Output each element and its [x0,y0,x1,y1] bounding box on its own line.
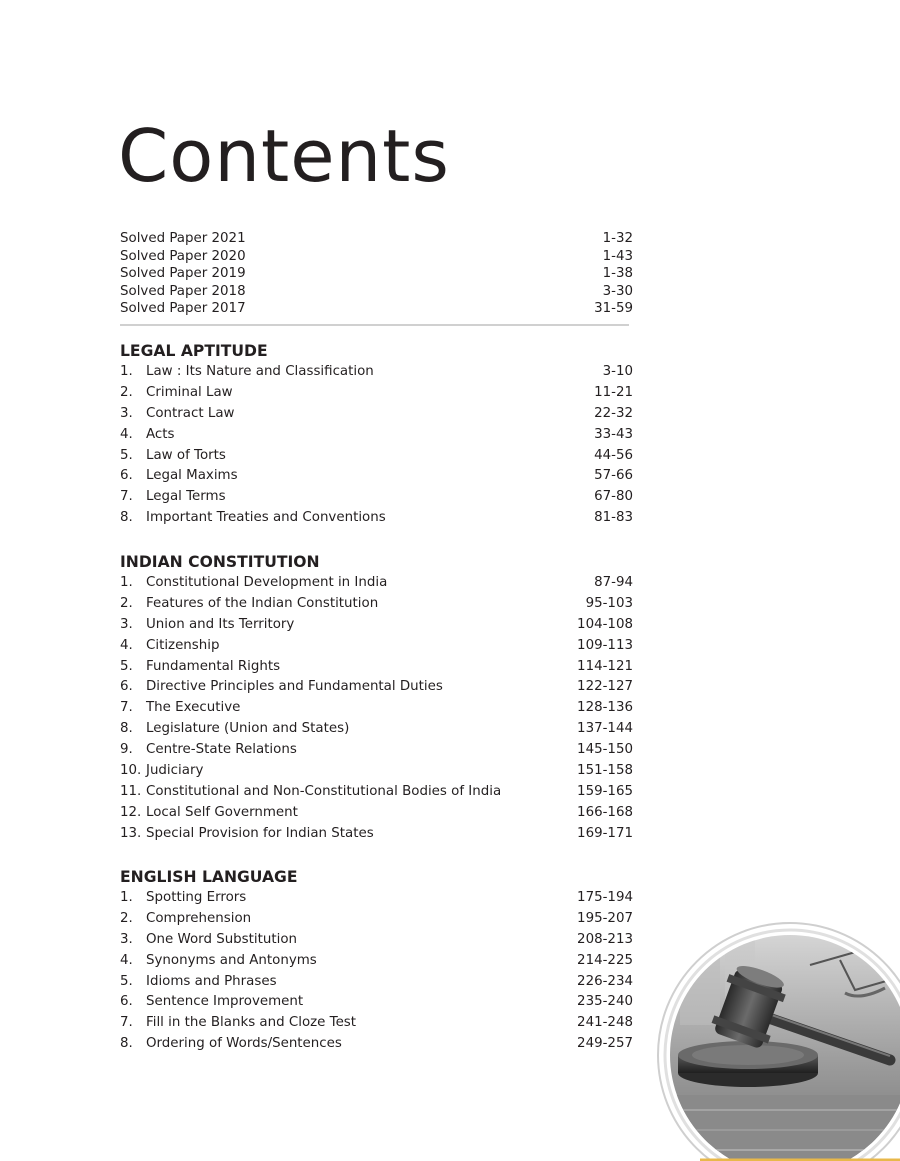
page-range: 241-248 [577,1015,633,1031]
item-number: 6. [120,468,133,484]
item-number: 12. [120,804,142,820]
page-range: 208-213 [577,931,633,947]
page-range: 109-113 [577,637,633,653]
divider [120,324,629,326]
item-number: 10. [120,763,142,779]
item-number: 4. [120,426,133,442]
page-range: 67-80 [594,489,633,505]
item-number: 7. [120,1015,133,1031]
list-item [120,930,633,951]
solved-paper-label: Solved Paper 2021 [120,231,246,246]
page-range: 114-121 [577,658,633,674]
item-label: Centre-State Relations [146,742,297,758]
page-range: 57-66 [594,468,633,484]
page-range: 151-158 [577,763,633,779]
item-label: Constitutional and Non-Constitutional Bodies of India [146,783,502,799]
solved-paper-label: Solved Paper 2020 [120,248,246,264]
list-item [120,383,633,404]
list-item [120,698,633,719]
item-label: Legal Maxims [146,468,238,484]
list-item [120,573,633,594]
item-number: 7. [120,700,133,716]
item-number: 2. [120,595,133,611]
list-item [120,283,633,301]
list-item [120,362,633,383]
gavel-image [640,905,900,1161]
item-label: Important Treaties and Conventions [146,510,386,526]
list-item [120,803,633,824]
page-range: 128-136 [577,700,633,716]
section-heading: LEGAL APTITUDE [120,342,268,360]
item-label: Ordering of Words/Sentences [146,1036,342,1052]
list-item [120,972,633,993]
item-label: Legislature (Union and States) [146,721,350,737]
list-item [120,888,633,909]
item-label: Fundamental Rights [146,658,281,674]
page-range: 11-21 [594,384,633,400]
item-label: Law of Torts [146,447,226,463]
item-label: Special Provision for Indian States [146,825,374,841]
solved-papers-list [120,230,633,318]
list-item [120,719,633,740]
item-label: Comprehension [146,910,252,926]
page-range: 169-171 [577,825,633,841]
list-item [120,909,633,930]
item-number: 3. [120,931,133,947]
list-item [120,782,633,803]
item-label: Local Self Government [146,804,298,820]
list-item [120,657,633,678]
item-number: 11. [120,783,142,799]
page-range: 104-108 [577,616,633,632]
page-range: 195-207 [577,910,633,926]
page-range: 166-168 [577,804,633,820]
item-number: 1. [120,364,133,379]
solved-paper-label: Solved Paper 2019 [120,266,246,281]
section-english-language [120,866,633,1055]
list-item [120,951,633,972]
page-range: 81-83 [594,510,633,526]
page-range: 3-10 [602,364,633,379]
item-number: 9. [120,742,133,758]
section-indian-constitution [120,551,633,845]
item-number: 2. [120,910,133,926]
item-label: Directive Principles and Fundamental Duties [146,679,443,695]
page-range: 1-32 [602,231,633,246]
item-number: 3. [120,405,133,421]
list-item [120,636,633,657]
item-label: Constitutional Development in India [146,575,388,590]
page-title: Contents [118,114,450,198]
page-range: 22-32 [594,405,633,421]
page-range: 31-59 [594,301,633,316]
list-item [120,300,633,318]
item-number: 8. [120,1036,133,1052]
item-number: 4. [120,637,133,653]
item-number: 5. [120,658,133,674]
list-item [120,230,633,248]
page-range: 3-30 [602,283,633,299]
page-range: 145-150 [577,742,633,758]
list-item [120,824,633,845]
item-number: 1. [120,575,133,590]
item-number: 7. [120,489,133,505]
section-legal-aptitude [120,340,633,529]
list-item [120,992,633,1013]
item-number: 5. [120,447,133,463]
page-range: 214-225 [577,952,633,968]
section-heading: ENGLISH LANGUAGE [120,868,298,886]
list-item [120,740,633,761]
item-label: Idioms and Phrases [146,973,277,989]
list-item [120,1034,633,1055]
page-range: 122-127 [577,679,633,695]
list-item [120,761,633,782]
list-item [120,265,633,283]
page-range: 44-56 [594,447,633,463]
item-label: Fill in the Blanks and Cloze Test [146,1015,357,1031]
list-item [120,425,633,446]
solved-paper-label: Solved Paper 2017 [120,301,246,316]
list-item [120,487,633,508]
page-range: 137-144 [577,721,633,737]
item-number: 5. [120,973,133,989]
list-item [120,466,633,487]
page-range: 1-43 [602,248,633,264]
item-number: 4. [120,952,133,968]
list-item [120,248,633,266]
item-label: One Word Substitution [146,931,298,947]
item-label: Legal Terms [146,489,226,505]
item-label: Union and Its Territory [146,616,295,632]
page-range: 159-165 [577,783,633,799]
page-range: 249-257 [577,1036,633,1052]
list-item [120,1013,633,1034]
page-range: 1-38 [602,266,633,281]
page-range: 226-234 [577,973,633,989]
list-item [120,615,633,636]
item-number: 6. [120,679,133,695]
item-number: 8. [120,510,133,526]
page-range: 235-240 [577,994,633,1010]
item-label: Contract Law [146,405,235,421]
item-label: Synonyms and Antonyms [146,952,317,968]
item-label: Spotting Errors [146,890,247,905]
item-number: 13. [120,825,142,841]
item-label: Judiciary [146,763,204,779]
list-item [120,594,633,615]
page-range: 87-94 [594,575,633,590]
list-item [120,446,633,467]
item-number: 6. [120,994,133,1010]
item-label: Sentence Improvement [146,994,304,1010]
item-label: Citizenship [146,637,220,653]
list-item [120,508,633,529]
section-heading: INDIAN CONSTITUTION [120,553,320,571]
item-number: 8. [120,721,133,737]
item-label: The Executive [146,700,241,716]
solved-paper-label: Solved Paper 2018 [120,283,246,299]
item-label: Criminal Law [146,384,233,400]
item-number: 1. [120,890,133,905]
list-item [120,404,633,425]
page-range: 33-43 [594,426,633,442]
list-item [120,677,633,698]
page-range: 95-103 [585,595,633,611]
item-number: 2. [120,384,133,400]
item-label: Acts [146,426,175,442]
page-range: 175-194 [577,890,633,905]
item-label: Law : Its Nature and Classification [146,364,374,379]
item-label: Features of the Indian Constitution [146,595,379,611]
item-number: 3. [120,616,133,632]
